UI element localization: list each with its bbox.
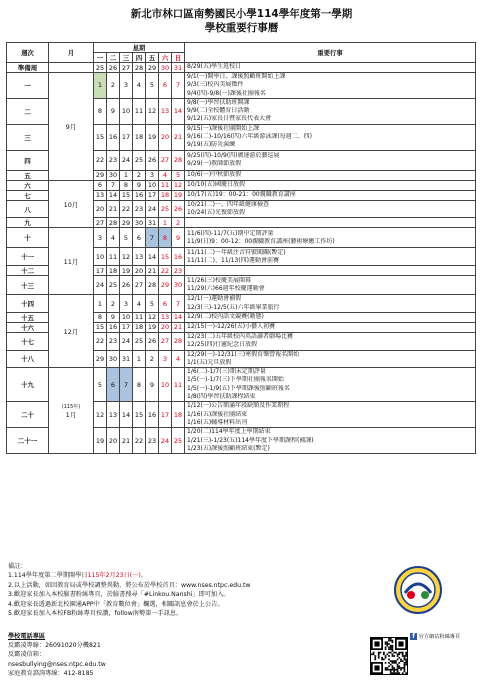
day-cell: 24: [120, 150, 133, 170]
day-cell: 16: [146, 402, 159, 428]
event-item: 12/29(一)-12/31(三)寒假育樂營報名開始: [187, 350, 300, 358]
notes-label: 備註：: [8, 563, 27, 570]
day-cell: 21: [172, 124, 185, 150]
day-cell: 13: [159, 312, 172, 322]
day-cell: 10: [94, 248, 107, 266]
week-cell: 十三: [7, 276, 49, 295]
day-cell: 15: [133, 402, 146, 428]
day-cell: 25: [107, 276, 120, 295]
facebook-icon: f: [410, 633, 417, 640]
day-cell: 1: [159, 218, 172, 228]
header-day: 六: [159, 53, 172, 63]
events-cell: [185, 63, 476, 73]
event-item: 1/6(二)-1/7(三)期末定期評量: [187, 368, 266, 376]
day-cell: 17: [159, 402, 172, 428]
week-cell: 十六: [7, 322, 49, 332]
day-cell: 28: [107, 218, 120, 228]
header-days: 星期: [94, 43, 185, 53]
event-item: 11/29(六)66週年校慶運動會: [187, 285, 265, 293]
day-cell: 10: [120, 312, 133, 322]
header-day: 日: [172, 53, 185, 63]
header-day: 二: [107, 53, 120, 63]
day-cell: 21: [146, 266, 159, 276]
day-cell: 7: [107, 180, 120, 190]
day-cell: 23: [172, 266, 185, 276]
week-cell: 二十一: [7, 428, 49, 454]
event-item: 10/24(五)光復節放假: [187, 209, 246, 217]
day-cell: 24: [120, 332, 133, 350]
event-item: 11/9(日)9：00-12：00親職教育講座(藝術療癒工作坊): [187, 237, 335, 245]
day-cell: 26: [172, 200, 185, 218]
week-cell: 二: [7, 98, 49, 124]
calendar-table: [6, 42, 476, 454]
day-cell: 21: [107, 200, 120, 218]
event-item: 9/3(三)校內美展徵件: [187, 81, 244, 89]
day-cell: 11: [133, 312, 146, 322]
note-4: 4.歡迎家長透過新北校園通APP中「教育數位會」欄選，相關訊息會於上公告。: [8, 600, 224, 608]
contact-title: 學校電話專區: [8, 633, 46, 640]
day-cell: 30: [159, 63, 172, 73]
table-row: [7, 368, 476, 402]
day-cell: 4: [159, 170, 172, 180]
event-item: 9/19(五)防災演練: [187, 141, 236, 149]
day-cell: 4: [133, 73, 146, 99]
event-item: 12/25(四)行憲紀念日放假: [187, 341, 258, 349]
day-cell: 31: [120, 350, 133, 368]
event-item: 11/6(四)-11/7(五)期中定期評量: [187, 229, 274, 237]
week-cell: 十八: [7, 350, 49, 368]
day-cell: 4: [133, 295, 146, 313]
day-cell: 3: [120, 295, 133, 313]
day-cell: 20: [159, 124, 172, 150]
day-cell: 16: [172, 248, 185, 266]
event-item: 9/9(二)全校體育日活動: [187, 107, 250, 115]
week-cell: 四: [7, 150, 49, 170]
events-cell: [185, 170, 476, 180]
events-cell: [185, 312, 476, 322]
events-cell: [185, 248, 476, 266]
events-cell: [185, 402, 476, 428]
event-item: 10/6(一)中秋節放假: [187, 171, 242, 179]
day-cell: 31: [146, 218, 159, 228]
events-cell: [185, 218, 476, 228]
month-cell: [49, 63, 94, 73]
day-cell: 13: [159, 98, 172, 124]
note-1: 1.114學年度第二學期開學日115年2月23日(一)。: [8, 572, 147, 580]
day-cell: 9: [133, 180, 146, 190]
day-cell: 5: [120, 228, 133, 248]
month-cell: 9月: [49, 73, 94, 181]
events-cell: [185, 266, 476, 276]
day-cell: 18: [133, 322, 146, 332]
day-cell: 9: [172, 228, 185, 248]
day-cell: 23: [133, 200, 146, 218]
day-cell: 17: [120, 322, 133, 332]
day-cell: 26: [120, 276, 133, 295]
qr-label: f 官方網站粉絲專頁: [410, 633, 476, 641]
day-cell: 13: [133, 248, 146, 266]
day-cell: 4: [107, 228, 120, 248]
day-cell: 18: [107, 266, 120, 276]
day-cell: 7: [172, 295, 185, 313]
day-cell: 3: [94, 228, 107, 248]
day-cell: 8: [159, 228, 172, 248]
day-cell: 10: [120, 98, 133, 124]
event-item: 1/16(五)課後社團結束: [187, 410, 248, 418]
event-item: 1/16(五)輔導材料出刊: [187, 418, 248, 426]
day-cell: 7: [146, 228, 159, 248]
events-cell: [185, 428, 476, 454]
event-item: 10/21(二)一、四年級健康檢查: [187, 200, 270, 208]
week-cell: 二十: [7, 402, 49, 428]
notes: [8, 562, 368, 618]
event-item: 1/5(一)-1/9(五)下學期課後照顧班報名: [187, 384, 290, 392]
event-item: 11/11(二)一年級注音符號闖關(暫定): [187, 248, 286, 256]
week-cell: 三: [7, 124, 49, 150]
events-cell: [185, 322, 476, 332]
day-cell: 25: [159, 200, 172, 218]
day-cell: 25: [133, 332, 146, 350]
day-cell: 18: [159, 190, 172, 200]
week-cell: 五: [7, 170, 49, 180]
day-cell: 20: [94, 200, 107, 218]
day-cell: 24: [94, 276, 107, 295]
day-cell: 2: [146, 350, 159, 368]
week-cell: 六: [7, 180, 49, 190]
month-cell: 12月: [49, 295, 94, 368]
contact-line-2: 反霸凌信箱：: [8, 651, 46, 659]
day-cell: 12: [120, 248, 133, 266]
day-cell: 25: [172, 428, 185, 454]
day-cell: 5: [172, 170, 185, 180]
event-item: 1/23(五)課後照顧班結束(暫定): [187, 444, 270, 452]
day-cell: 1: [133, 350, 146, 368]
day-cell: 29: [146, 63, 159, 73]
day-cell: 14: [107, 190, 120, 200]
header-day: 三: [120, 53, 133, 63]
day-cell: 28: [133, 63, 146, 73]
day-cell: 11: [107, 248, 120, 266]
event-item: 10/17(五)19：00-21：00親職教育講座: [187, 191, 296, 199]
day-cell: 21: [172, 322, 185, 332]
day-cell: 15: [120, 190, 133, 200]
day-cell: 23: [146, 428, 159, 454]
contact-line-4: 家庭教育諮詢專線：412-8185: [8, 669, 94, 677]
events-cell: [185, 332, 476, 350]
day-cell: 12: [146, 98, 159, 124]
day-cell: 19: [146, 124, 159, 150]
event-item: 1/1(五)元旦放假: [187, 358, 232, 366]
day-cell: 18: [172, 402, 185, 428]
month-cell: (115年) 1月: [49, 368, 94, 454]
day-cell: 12: [172, 180, 185, 190]
day-cell: 5: [94, 368, 107, 402]
day-cell: 24: [159, 428, 172, 454]
events-cell: [185, 200, 476, 218]
day-cell: 2: [133, 170, 146, 180]
day-cell: 22: [133, 428, 146, 454]
note-5: 5.歡迎家長加入本校FB粉絲專頁按讚，follow南勢第一手訊息。: [8, 610, 183, 618]
day-cell: 12: [94, 402, 107, 428]
day-cell: 3: [120, 73, 133, 99]
day-cell: 29: [94, 170, 107, 180]
day-cell: 10: [146, 180, 159, 190]
day-cell: 11: [172, 368, 185, 402]
qr-code-icon[interactable]: [370, 637, 408, 675]
day-cell: 20: [159, 322, 172, 332]
day-cell: 25: [94, 63, 107, 73]
day-cell: 12: [146, 312, 159, 322]
day-cell: 21: [120, 428, 133, 454]
day-cell: 8: [120, 180, 133, 190]
event-item: 9/29(一)教師節放假: [187, 160, 242, 168]
day-cell: 19: [120, 266, 133, 276]
day-cell: 9: [107, 312, 120, 322]
day-cell: 10: [159, 368, 172, 402]
table-row: [7, 295, 476, 313]
events-cell: [185, 368, 476, 402]
events-cell: [185, 124, 476, 150]
day-cell: 3: [159, 350, 172, 368]
events-cell: [185, 180, 476, 190]
event-item: 9/15(一)課後社團開始上課: [187, 124, 260, 132]
week-cell: 九: [7, 218, 49, 228]
table-row: [7, 63, 476, 73]
day-cell: 1: [94, 73, 107, 99]
day-cell: 31: [172, 63, 185, 73]
events-cell: [185, 190, 476, 200]
day-cell: 25: [133, 150, 146, 170]
month-cell: 11月: [49, 228, 94, 295]
event-item: 1/20(二)114學年度上學期結束: [187, 428, 271, 436]
day-cell: 6: [107, 368, 120, 402]
week-cell: 一: [7, 73, 49, 99]
day-cell: 8: [94, 312, 107, 322]
table-row: [7, 180, 476, 190]
event-item: 12/15(一)-12/26(五)小藝人初賽: [187, 323, 276, 331]
table-row: [7, 228, 476, 248]
month-cell: 10月: [49, 180, 94, 228]
day-cell: 13: [107, 402, 120, 428]
events-cell: [185, 276, 476, 295]
events-cell: [185, 73, 476, 99]
day-cell: 22: [94, 150, 107, 170]
day-cell: 2: [107, 73, 120, 99]
week-cell: 十四: [7, 295, 49, 313]
week-cell: 十: [7, 228, 49, 248]
day-cell: 29: [94, 350, 107, 368]
day-cell: 20: [133, 266, 146, 276]
week-cell: 十七: [7, 332, 49, 350]
event-item: 1/21(三)-1/23(五)114學年度下學期課程(補課): [187, 436, 314, 444]
day-cell: 16: [107, 322, 120, 332]
day-cell: 14: [120, 402, 133, 428]
event-item: 11/26(三)校慶美展開幕: [187, 277, 252, 285]
day-cell: 15: [94, 322, 107, 332]
event-item: 9/25(四)-10/9(四)廣達游於藝巡展: [187, 151, 280, 159]
day-cell: 8: [94, 98, 107, 124]
week-cell: 十二: [7, 266, 49, 276]
events-cell: [185, 295, 476, 313]
day-cell: 19: [94, 428, 107, 454]
events-cell: [185, 98, 476, 124]
day-cell: 11: [159, 180, 172, 190]
header-events: 重要行事: [185, 43, 476, 63]
day-cell: 3: [146, 170, 159, 180]
day-cell: 23: [107, 150, 120, 170]
week-cell: 十一: [7, 248, 49, 266]
day-cell: 6: [159, 73, 172, 99]
day-cell: 14: [172, 312, 185, 322]
day-cell: 27: [94, 218, 107, 228]
day-cell: 26: [146, 150, 159, 170]
event-item: 12/23(二)五年級校內英語讀者劇場比賽: [187, 332, 294, 340]
day-cell: 30: [107, 170, 120, 180]
event-item: 11/11(二)、11/13(四)運動會前賽: [187, 256, 279, 264]
contact-section: [8, 632, 308, 678]
event-item: 10/10(五)國慶日放假: [187, 181, 246, 189]
day-cell: 7: [120, 368, 133, 402]
day-cell: 1: [94, 295, 107, 313]
header-day: 五: [146, 53, 159, 63]
note-2: 2.以上活動，如因教育局或學校調整異動，將公布於學校首頁：www.nses.ntpc.edu.tw: [8, 581, 251, 589]
event-item: 9/4(四)-9/8(一)課後社團報名: [187, 89, 266, 97]
day-cell: 19: [146, 322, 159, 332]
contact-email[interactable]: nsesbullying@nses.ntpc.edu.tw: [8, 660, 106, 668]
event-item: 1/8(四)學習扶助課程結束: [187, 393, 256, 401]
event-item: 1/12(一)公告額滿年段缺額及作業期程: [187, 402, 290, 410]
day-cell: 27: [159, 332, 172, 350]
event-item: 12/3(三)-12/5(五)六年級畢業旅行: [187, 303, 280, 311]
week-cell: 八: [7, 200, 49, 218]
week-cell: 準備周: [7, 63, 49, 73]
event-item: 9/12(五)家長日暨家長代表大會: [187, 115, 272, 123]
day-cell: 9: [107, 98, 120, 124]
day-cell: 19: [172, 190, 185, 200]
header-day: 一: [94, 53, 107, 63]
day-cell: 14: [146, 248, 159, 266]
day-cell: 8: [133, 368, 146, 402]
event-item: 1/5(一)-1/7(三)下學期社團報名開始: [187, 376, 284, 384]
events-cell: [185, 228, 476, 248]
page-subtitle: 學校重要行事曆: [204, 22, 279, 34]
day-cell: 15: [94, 124, 107, 150]
events-cell: [185, 350, 476, 368]
events-cell: [185, 150, 476, 170]
day-cell: 14: [172, 98, 185, 124]
day-cell: 30: [172, 276, 185, 295]
day-cell: 16: [133, 190, 146, 200]
note-3: 3.歡迎家長加入本校臉書粉絲專頁，於臉書搜尋「#Linkou.Nanshi」即可加入。: [8, 591, 230, 599]
day-cell: 17: [94, 266, 107, 276]
header-day: 四: [133, 53, 146, 63]
day-cell: 28: [172, 332, 185, 350]
day-cell: 26: [146, 332, 159, 350]
day-cell: 29: [159, 276, 172, 295]
event-item: 12/1(一)運動會補假: [187, 295, 242, 303]
week-cell: 十五: [7, 312, 49, 322]
day-cell: 7: [172, 73, 185, 99]
day-cell: 17: [120, 124, 133, 150]
day-cell: 13: [94, 190, 107, 200]
day-cell: 23: [107, 332, 120, 350]
event-item: 9/8(一)學習扶助班開課: [187, 98, 250, 106]
day-cell: 22: [94, 332, 107, 350]
contact-line-1: 反霸凌專線：26091020分機821: [8, 642, 101, 650]
day-cell: 5: [146, 295, 159, 313]
day-cell: 22: [159, 266, 172, 276]
day-cell: 27: [120, 63, 133, 73]
day-cell: 26: [107, 63, 120, 73]
day-cell: 5: [146, 73, 159, 99]
page-title: 新北市林口區南勢國民小學114學年度第一學期: [130, 8, 353, 20]
week-cell: 七: [7, 190, 49, 200]
day-cell: 2: [107, 295, 120, 313]
day-cell: 18: [133, 124, 146, 150]
school-logo-icon: [393, 565, 443, 615]
day-cell: 6: [133, 228, 146, 248]
day-cell: 17: [146, 190, 159, 200]
day-cell: 6: [94, 180, 107, 190]
header-week: 週次: [7, 43, 49, 63]
day-cell: 28: [146, 276, 159, 295]
day-cell: 22: [120, 200, 133, 218]
header-month: 月: [49, 43, 94, 63]
event-item: 9/16(二)-10/16(四)六年級游泳課(每週二、四): [187, 133, 313, 141]
day-cell: 2: [172, 218, 185, 228]
day-cell: 27: [133, 276, 146, 295]
event-item: 12/9(二)校內語文競賽(動態): [187, 313, 264, 321]
day-cell: 11: [133, 98, 146, 124]
day-cell: 20: [107, 428, 120, 454]
day-cell: 30: [133, 218, 146, 228]
day-cell: 4: [172, 350, 185, 368]
week-cell: 十九: [7, 368, 49, 402]
table-row: [7, 73, 476, 99]
day-cell: 30: [107, 350, 120, 368]
day-cell: 28: [172, 150, 185, 170]
event-item: 9/1(一)開學日、課後照顧班開始上課: [187, 73, 286, 80]
day-cell: 29: [120, 218, 133, 228]
day-cell: 24: [146, 200, 159, 218]
day-cell: 27: [159, 150, 172, 170]
day-cell: 9: [146, 368, 159, 402]
day-cell: 6: [159, 295, 172, 313]
day-cell: 1: [120, 170, 133, 180]
event-item: 8/29(五)學生返校日: [187, 63, 242, 71]
day-cell: 16: [107, 124, 120, 150]
day-cell: 15: [159, 248, 172, 266]
